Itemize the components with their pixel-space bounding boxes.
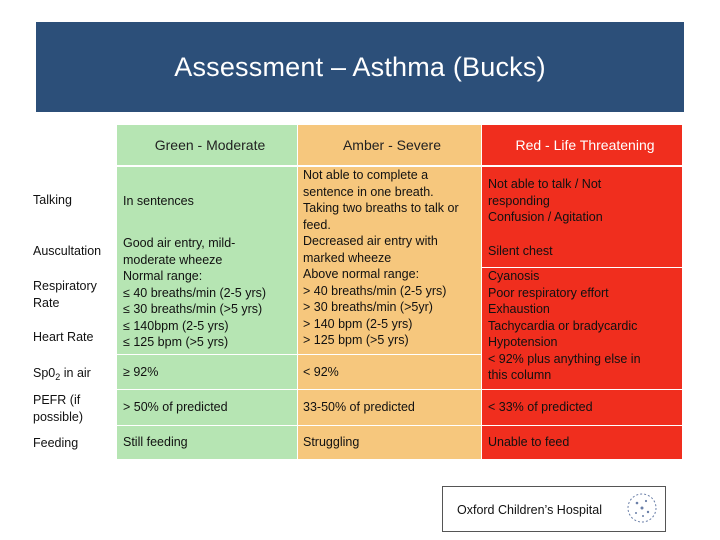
amber-block-line: > 40 breaths/min (2-5 yrs) <box>303 283 447 298</box>
red-feeding <box>482 426 682 459</box>
red-auscultation-text: Silent chest <box>488 243 553 258</box>
amber-block-line: Decreased air entry with <box>303 234 438 248</box>
amber-spo2-text: < 92% <box>303 364 339 379</box>
green-block-line: ≤ 125 bpm (>5 yrs) <box>123 335 229 349</box>
red-block <box>482 268 682 389</box>
label-respiratory-line1: Respiratory <box>33 279 97 293</box>
red-talking-line: Confusion / Agitation <box>488 210 603 225</box>
amber-block-line: > 30 breaths/min (>5yr) <box>303 300 433 314</box>
label-feeding: Feeding <box>33 436 79 450</box>
red-block-line: Cyanosis <box>488 269 540 283</box>
label-respiratory-rate <box>33 278 115 311</box>
label-spo2-sub: 2 <box>55 372 61 382</box>
amber-block <box>298 167 481 354</box>
green-block-line: Normal range: <box>123 269 203 283</box>
green-block <box>117 235 297 354</box>
red-block-line: Exhaustion <box>488 302 550 316</box>
green-block-line: Good air entry, mild- <box>123 236 236 250</box>
green-block-line: ≤ 40 breaths/min (2-5 yrs) <box>123 285 267 300</box>
header-green: Green - Moderate <box>117 125 297 165</box>
green-talking <box>117 167 297 235</box>
header-amber: Amber - Severe <box>298 125 481 165</box>
red-talking <box>482 167 682 235</box>
label-pefr-line1: PEFR (if <box>33 393 81 407</box>
label-pefr <box>33 392 115 425</box>
green-block-line: ≤ 30 breaths/min (>5 yrs) <box>123 302 263 316</box>
label-heart-rate: Heart Rate <box>33 330 94 344</box>
label-auscultation: Auscultation <box>33 244 102 258</box>
green-block-line: moderate wheeze <box>123 252 223 267</box>
footer-text: Oxford Children’s Hospital <box>457 503 602 517</box>
red-feeding-text: Unable to feed <box>488 435 570 450</box>
label-respiratory-line2: Rate <box>33 295 60 310</box>
amber-pefr <box>298 390 481 425</box>
amber-block-line: Taking two breaths to talk or <box>303 201 459 215</box>
label-pefr-line2: possible) <box>33 409 84 424</box>
green-talking-text: In sentences <box>123 193 194 208</box>
hospital-logo-icon <box>625 491 659 525</box>
amber-block-line: marked wheeze <box>303 250 392 265</box>
red-block-line: Tachycardia or bradycardic <box>488 318 638 333</box>
amber-block-line: Not able to complete a <box>303 168 429 182</box>
green-pefr <box>117 390 297 425</box>
red-block-line: this column <box>488 368 552 382</box>
red-pefr-text: < 33% of predicted <box>488 400 593 415</box>
red-talking-line: responding <box>488 193 550 208</box>
label-spo2-main: Sp0 <box>33 366 56 380</box>
amber-spo2 <box>298 355 481 389</box>
red-block-line: Poor respiratory effort <box>488 285 609 300</box>
green-feeding <box>117 426 297 459</box>
page-title: Assessment – Asthma (Bucks) <box>174 52 546 82</box>
amber-block-line: > 125 bpm (>5 yrs) <box>303 333 409 347</box>
amber-block-line: Above normal range: <box>303 267 420 281</box>
amber-feeding-text: Struggling <box>303 435 360 450</box>
label-spo2-rest: in air <box>60 366 91 380</box>
green-spo2-text: ≥ 92% <box>123 364 159 379</box>
amber-feeding <box>298 426 481 459</box>
header-red: Red - Life Threatening <box>482 125 682 165</box>
green-feeding-text: Still feeding <box>123 435 188 450</box>
label-talking: Talking <box>33 193 72 207</box>
green-block-line: ≤ 140bpm (2-5 yrs) <box>123 318 229 333</box>
red-block-line: < 92% plus anything else in <box>488 351 641 366</box>
amber-block-line: > 140 bpm (2-5 yrs) <box>303 316 413 331</box>
label-spo2 <box>33 365 115 386</box>
footer-box <box>442 486 666 532</box>
green-spo2 <box>117 355 297 389</box>
title-bar <box>36 22 684 112</box>
green-pefr-text: > 50% of predicted <box>123 400 228 415</box>
red-pefr <box>482 390 682 425</box>
red-auscultation <box>482 235 682 267</box>
red-talking-line: Not able to talk / Not <box>488 177 602 192</box>
amber-pefr-text: 33-50% of predicted <box>303 400 415 415</box>
amber-block-line: sentence in one breath. <box>303 184 434 199</box>
amber-block-line: feed. <box>303 217 331 232</box>
red-block-line: Hypotension <box>488 335 558 349</box>
